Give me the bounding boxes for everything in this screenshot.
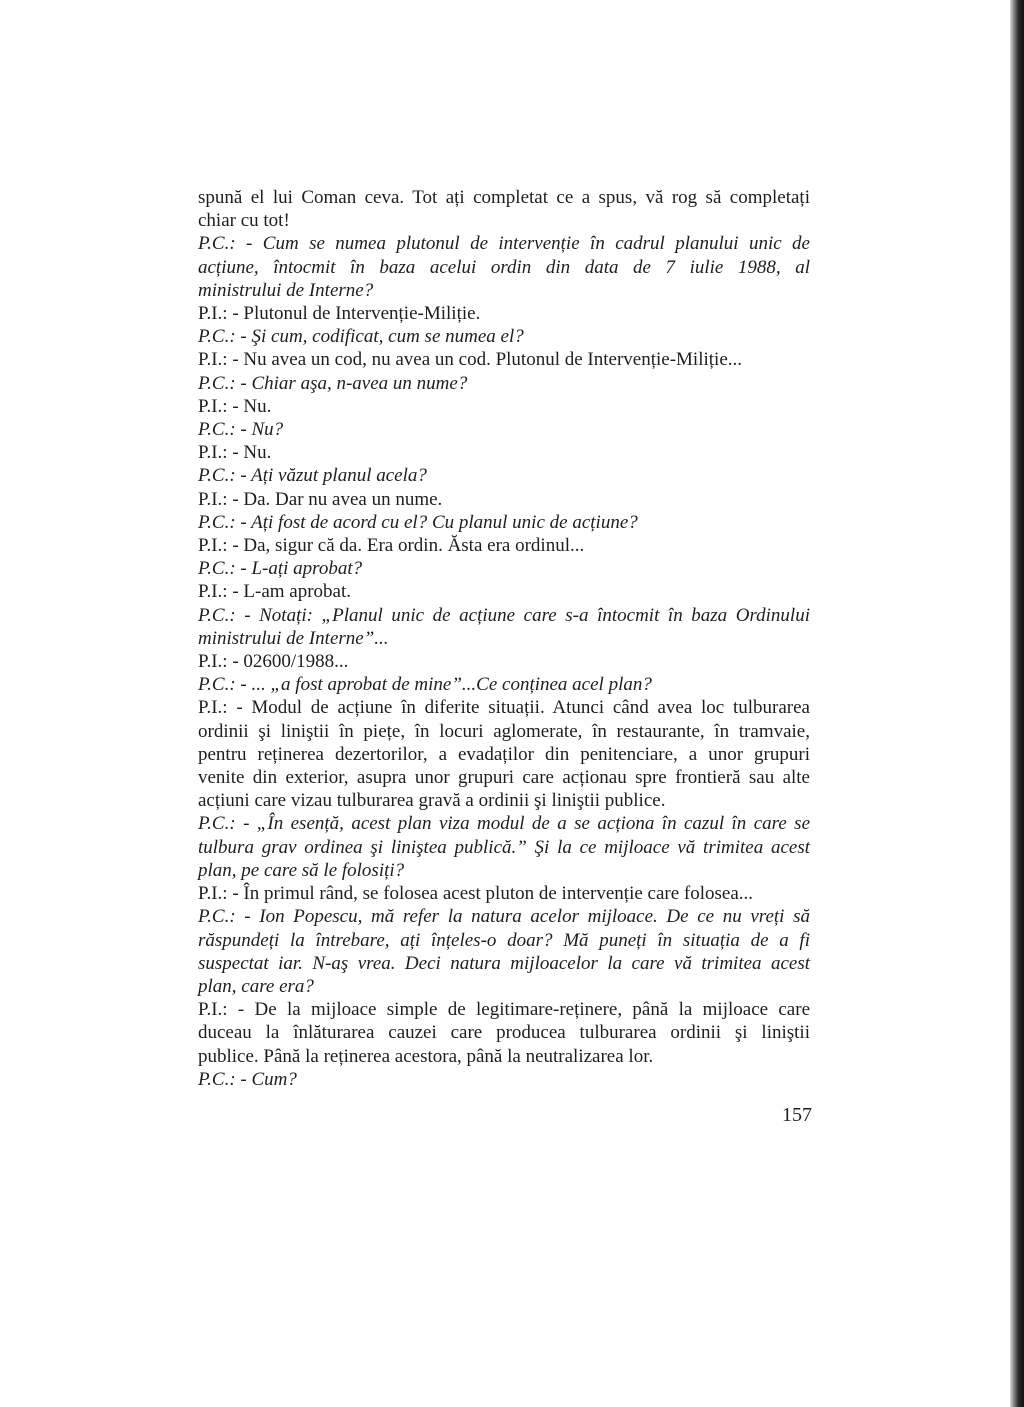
answer-line: P.I.: - 02600/1988... <box>198 651 349 673</box>
scan-edge <box>1010 0 1024 1407</box>
question-line: P.C.: - Şi cum, codificat, cum se numea el? <box>198 326 524 348</box>
answer-line: chiar cu tot! <box>198 210 290 232</box>
answer-line: P.I.: - Da. Dar nu avea un nume. <box>198 488 443 510</box>
question-line: ministrului de Interne? <box>198 279 374 301</box>
answer-line: P.I.: - De la mijloace simple de legitimare-reținere, până la mijloace care <box>198 999 810 1021</box>
question-line: P.C.: - ... „a fost aprobat de mine”...Ce conținea acel plan? <box>198 674 652 696</box>
question-line: suspectat iar. N-aş vrea. Deci natura mijloacelor la care vă trimitea acest <box>198 952 810 974</box>
question-line: P.C.: - Ați fost de acord cu el? Cu planul unic de acțiune? <box>198 511 638 533</box>
question-line: P.C.: - „În esență, acest plan viza modul de a se acționa în cazul în care se <box>198 813 810 835</box>
answer-line: venite din exterior, asupra unor grupuri care acționau spre frontieră sau alte <box>198 767 810 789</box>
answer-line: P.I.: - Nu avea un cod, nu avea un cod. Plutonul de Intervenție-Miliție... <box>198 349 743 371</box>
question-line: P.C.: - Ion Popescu, mă refer la natura acelor mijloace. De ce nu vreți să <box>198 906 810 928</box>
answer-line: P.I.: - Da, sigur că da. Era ordin. Ăsta era ordinul... <box>198 535 585 557</box>
question-line: P.C.: - Chiar aşa, n-avea un nume? <box>198 372 468 394</box>
question-line: P.C.: - Cum? <box>198 1068 297 1090</box>
page-number: 157 <box>782 1104 812 1126</box>
question-line: P.C.: - Ați văzut planul acela? <box>198 465 427 487</box>
answer-line: spună el lui Coman ceva. Tot ați completat ce a spus, vă rog să completați <box>198 187 810 208</box>
answer-line: P.I.: - Modul de acțiune în diferite situații. Atunci când avea loc tulburarea <box>198 697 810 719</box>
answer-line: P.I.: - Nu. <box>198 395 272 417</box>
answer-line: publice. Până la reținerea acestora, până la neutralizarea lor. <box>198 1045 654 1067</box>
question-line: acțiune, întocmit în baza acelui ordin din data de 7 iulie 1988, al <box>198 256 810 278</box>
question-line: P.C.: - Notați: „Planul unic de acțiune care s-a întocmit în baza Ordinului <box>198 604 810 626</box>
answer-line: pentru reținerea dezertorilor, a evadaților din penitenciare, a unor grupuri <box>198 743 810 765</box>
question-line: P.C.: - Cum se numea plutonul de intervenție în cadrul planului unic de <box>198 233 810 255</box>
answer-line: duceau la înlăturarea cauzei care producea tulburarea ordinii şi liniştii <box>198 1022 810 1044</box>
answer-line: P.I.: - Nu. <box>198 442 272 464</box>
answer-line: P.I.: - L-am aprobat. <box>198 581 352 603</box>
question-line: răspundeți la întrebare, ați înțeles-o doar? Mă puneți în situația de a fi <box>198 929 810 951</box>
question-line: P.C.: - L-ați aprobat? <box>198 558 363 580</box>
question-line: plan, pe care să le folosiți? <box>198 859 405 881</box>
answer-line: P.I.: - Plutonul de Intervenție-Miliție. <box>198 303 481 325</box>
answer-line: acțiuni care vizau tulburarea gravă a ordinii şi liniştii publice. <box>198 790 666 812</box>
question-line: tulbura grav ordinea şi liniştea publică.” Şi la ce mijloace vă trimitea acest <box>198 836 810 858</box>
answer-line: P.I.: - În primul rând, se folosea acest pluton de intervenție care folosea... <box>198 883 754 905</box>
question-line: P.C.: - Nu? <box>198 419 284 441</box>
question-line: ministrului de Interne”... <box>198 627 389 649</box>
answer-line: ordinii şi liniştii în piețe, în locuri aglomerate, în restaurante, în tramvaie, <box>198 720 810 742</box>
document-body <box>198 186 810 1091</box>
question-line: plan, care era? <box>198 975 314 997</box>
